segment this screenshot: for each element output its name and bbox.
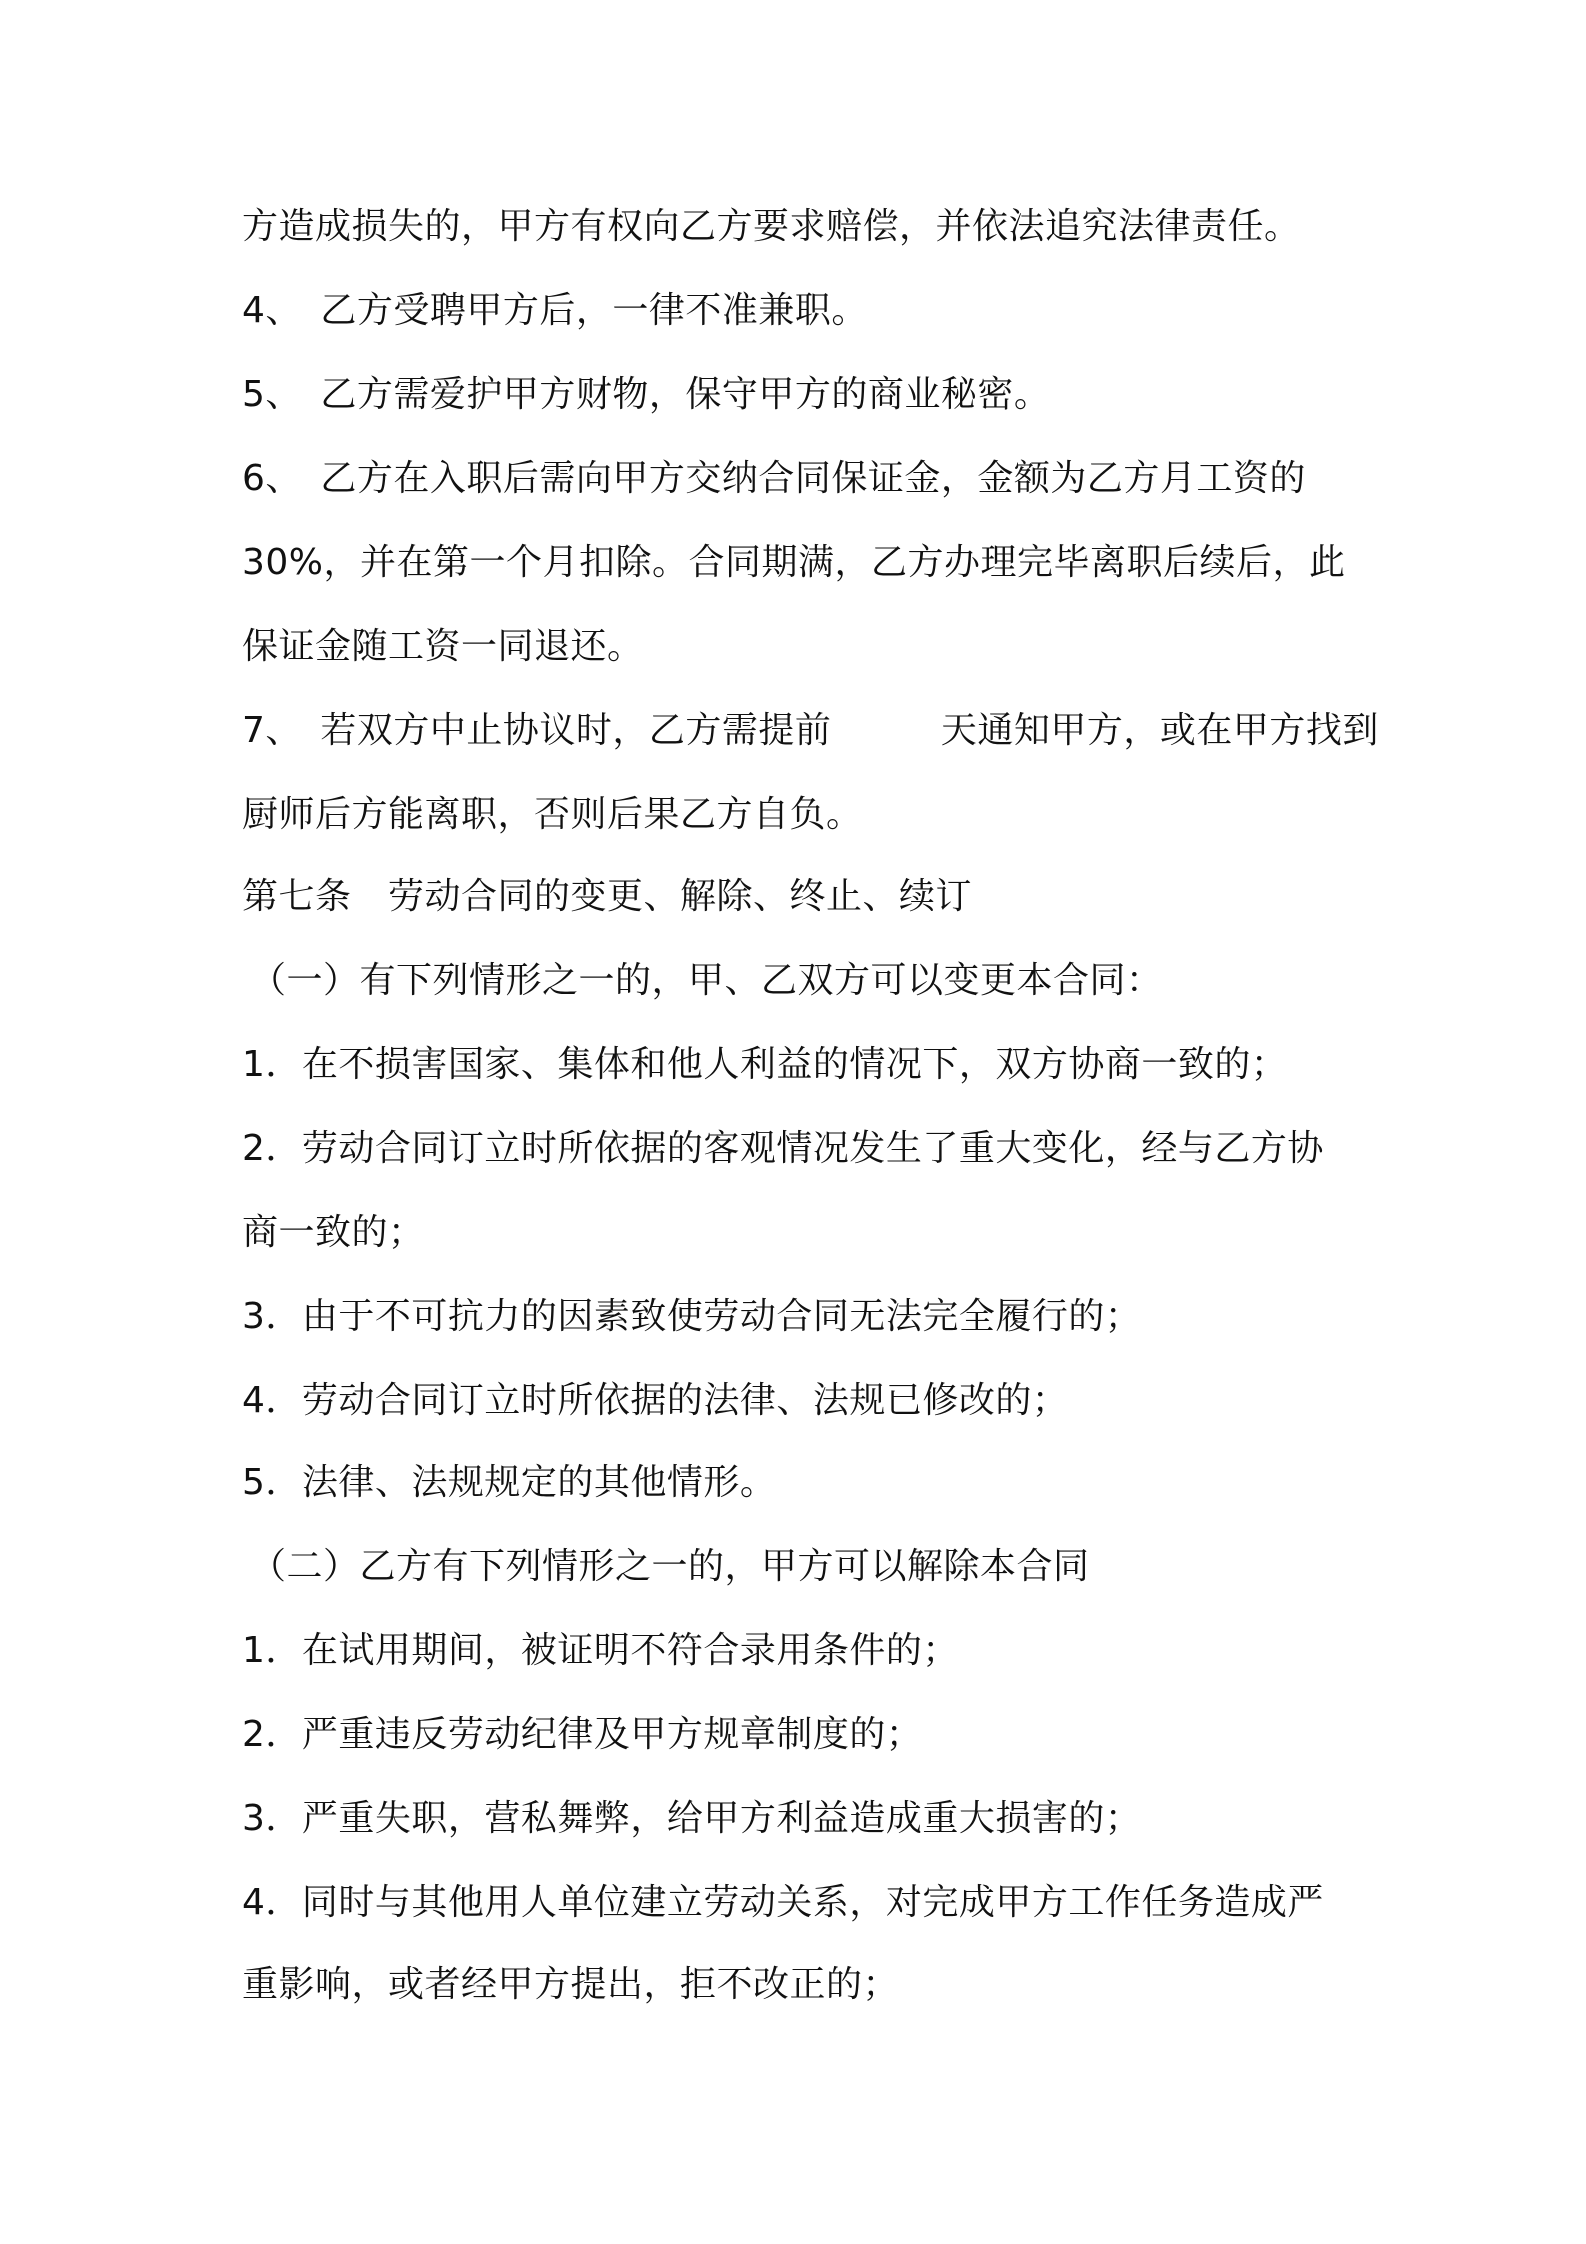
text-line: 6、 乙方在入职后需向甲方交纳合同保证金，金额为乙方月工资的 (242, 458, 1306, 499)
text-line: 30%，并在第一个月扣除。合同期满，乙方办理完毕离职后续后，此 (242, 542, 1346, 583)
text-line: （二）乙方有下列情形之一的，甲方可以解除本合同 (250, 1546, 1090, 1587)
text-line: 3．严重失职，营私舞弊，给甲方利益造成重大损害的； (242, 1798, 1142, 1839)
text-line: 5．法律、法规规定的其他情形。 (242, 1462, 777, 1503)
text-line: 1．在试用期间，被证明不符合录用条件的； (242, 1630, 959, 1671)
text-line: 厨师后方能离职，否则后果乙方自负。 (242, 794, 863, 835)
text-line: 2．劳动合同订立时所依据的客观情况发生了重大变化，经与乙方协 (242, 1128, 1324, 1169)
text-line: （一）有下列情形之一的，甲、乙双方可以变更本合同： (250, 960, 1163, 1001)
text-line: 4．劳动合同订立时所依据的法律、法规已修改的； (242, 1380, 1069, 1421)
text-line: 5、 乙方需爱护甲方财物，保守甲方的商业秘密。 (242, 374, 1051, 415)
text-line: 4、 乙方受聘甲方后，一律不准兼职。 (242, 290, 868, 331)
text-line: 1．在不损害国家、集体和他人利益的情况下，双方协商一致的； (242, 1044, 1288, 1085)
text-line: 4．同时与其他用人单位建立劳动关系，对完成甲方工作任务造成严 (242, 1882, 1324, 1923)
text-line: 2．严重违反劳动纪律及甲方规章制度的； (242, 1714, 923, 1755)
text-line: 3．由于不可抗力的因素致使劳动合同无法完全履行的； (242, 1296, 1142, 1337)
section-heading: 第七条 劳动合同的变更、解除、终止、续订 (242, 876, 973, 917)
text-line: 7、 若双方中止协议时，乙方需提前 天通知甲方，或在甲方找到 (242, 710, 1379, 751)
text-line: 方造成损失的，甲方有权向乙方要求赔偿，并依法追究法律责任。 (242, 206, 1301, 247)
text-line: 保证金随工资一同退还。 (242, 626, 644, 667)
text-line: 重影响，或者经甲方提出，拒不改正的； (242, 1964, 900, 2005)
text-line: 商一致的； (242, 1212, 425, 1253)
